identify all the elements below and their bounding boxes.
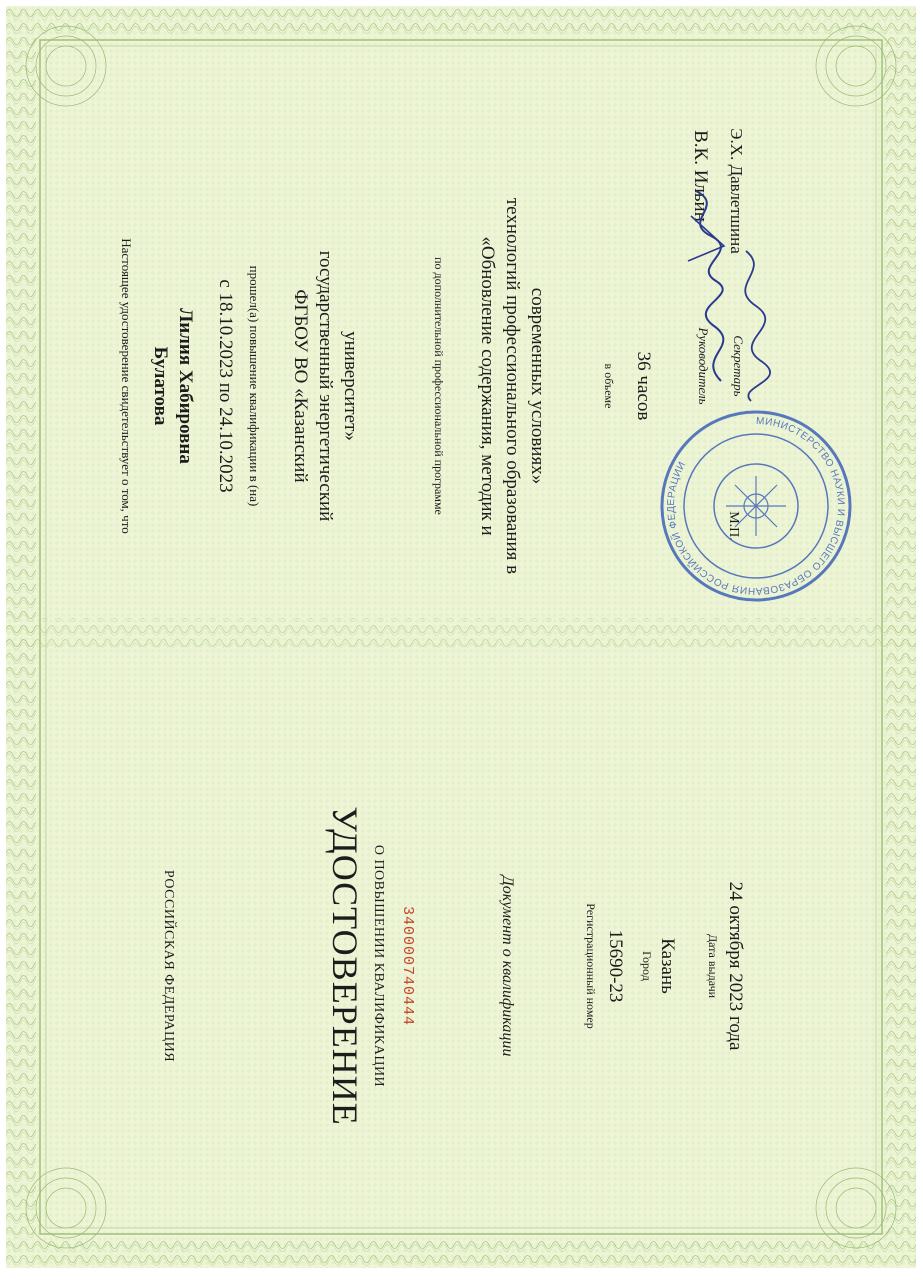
volume-label: в объеме (602, 363, 616, 409)
city-label: Город (640, 951, 654, 981)
city: Казань (657, 938, 678, 994)
passed-text: прошел(а) повышение квалификации в (на) (247, 265, 262, 507)
certificate-sheet (6, 6, 916, 1268)
hours: 36 часов (633, 351, 654, 421)
recipient-surname: Булатова (150, 346, 171, 426)
issue-date: 24 октября 2023 года (725, 881, 746, 1051)
rotated-content (6, 6, 916, 1268)
program-line-2: технологий профессионального образования в (502, 197, 523, 575)
document-type: Документ о квалификации (499, 875, 516, 1057)
certificate-title: УДОСТОВЕРЕНИЕ (325, 806, 365, 1126)
program-line-3: современных условиях» (527, 287, 548, 485)
reg-number: 15690-23 (605, 929, 626, 1003)
certificate-subtitle: О ПОВЫШЕНИИ КВАЛИФИКАЦИИ (371, 844, 386, 1088)
program-line-1: «Обновление содержания, методик и (477, 236, 498, 536)
secretary-label: Секретарь (731, 335, 746, 397)
issue-date-label: Дата выдачи (706, 933, 720, 999)
training-period: с 18.10.2023 по 24.10.2023 (215, 279, 236, 493)
organization-line-1: ФГБОУ ВО «Казанский (290, 289, 311, 483)
mp-label: М.П. (726, 511, 741, 541)
program-label: по дополнительной профессиональной программе (432, 257, 446, 515)
organization-line-2: государственный энергетический (315, 250, 336, 522)
country-label: РОССИЙСКАЯ ФЕДЕРАЦИЯ (161, 869, 176, 1063)
intro-text: Настоящее удостоверение свидетельствует о том, что (119, 238, 134, 534)
serial-number: 340000740444 (399, 905, 416, 1027)
head-name: В.К. Ильин (690, 130, 711, 222)
head-label: Руководитель (696, 327, 711, 405)
secretary-name: Э.Х. Давлетшина (727, 128, 746, 254)
recipient-name: Лилия Хабировна (175, 308, 196, 464)
official-stamp (656, 406, 856, 606)
organization-line-3: университет» (340, 331, 361, 441)
secretary-signature (721, 246, 776, 406)
svg-text:МИНИСТЕРСТВО НАУКИ И ВЫСШЕГО О: МИНИСТЕРСТВО НАУКИ И ВЫСШЕГО ОБРАЗОВАНИЯ РОССИЙСКОЙ ФЕДЕРАЦИИ (665, 415, 847, 597)
reg-number-label: Регистрационный номер (584, 903, 598, 1029)
